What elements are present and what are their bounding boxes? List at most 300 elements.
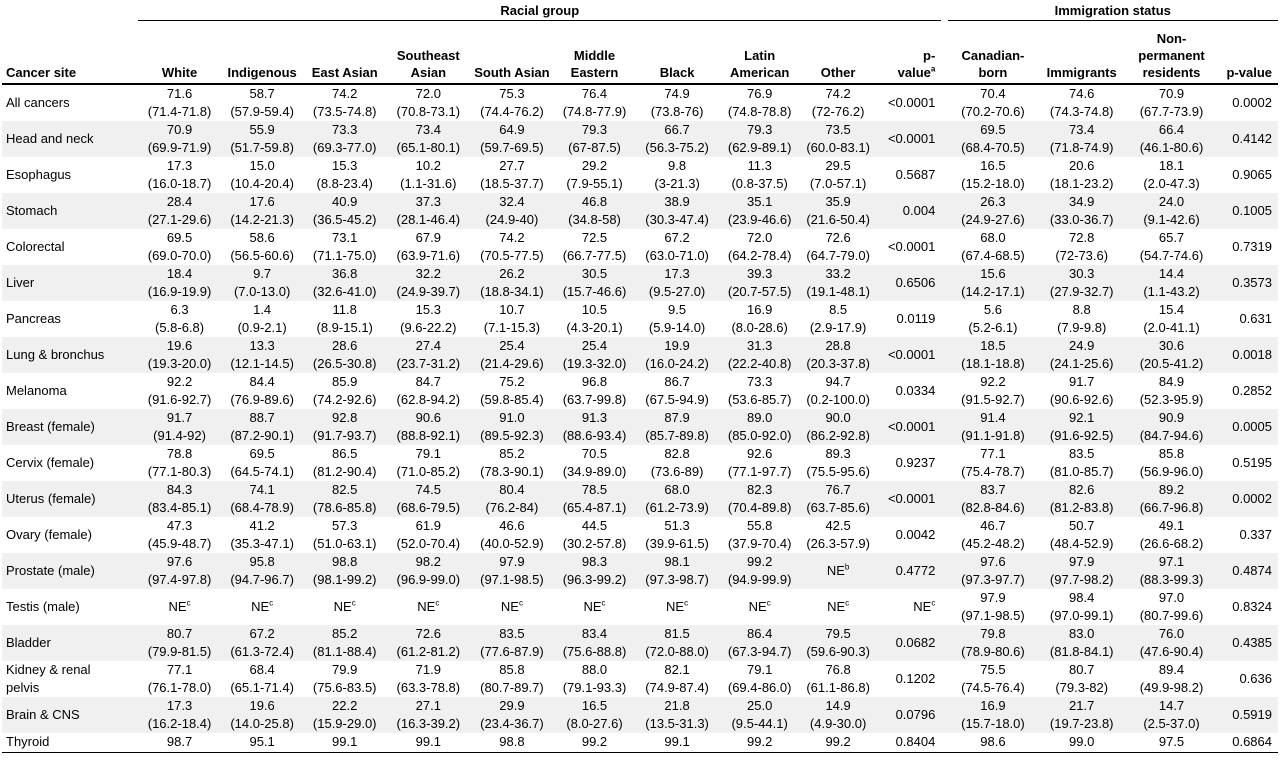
- immigrants-cell: 83.5 (81.0-85.7): [1049, 446, 1114, 479]
- middle-eastern-cell: 98.3 (96.3-99.2): [553, 553, 636, 589]
- east-asian-cell: 82.5 (78.6-85.8): [303, 481, 386, 517]
- latin-american-cell: 39.3 (20.7-57.5): [718, 265, 801, 301]
- table-row: [2, 409, 1278, 445]
- black-cell: 21.8 (13.5-31.3): [636, 697, 719, 733]
- east-asian-cell: 11.8 (8.9-15.1): [316, 302, 373, 335]
- other-cell: 79.5 (59.6-90.3): [801, 625, 875, 661]
- table-row: [2, 517, 1278, 553]
- other-cell: 72.6 (64.7-79.0): [806, 230, 870, 263]
- latin-american-cell: 55.8 (37.9-70.4): [727, 518, 792, 551]
- non-permanent-residents-cell: 84.9 (52.3-95.9): [1139, 374, 1204, 407]
- east-asian-cell: 74.2 (73.5-74.8): [312, 86, 377, 119]
- southeast-asian-cell: 37.3 (28.1-46.4): [386, 193, 471, 229]
- southeast-asian-cell: 74.5 (68.6-79.5): [386, 481, 471, 517]
- col-non-permanent-residents: Non- permanent residents: [1125, 21, 1218, 85]
- col-white: White: [138, 21, 221, 85]
- southeast-asian-cell: 10.2 (1.1-31.6): [400, 158, 457, 191]
- immigrants-cell: 72.8 (72-73.6): [1055, 230, 1109, 263]
- canadian-born-cell: 69.5 (68.4-70.5): [948, 121, 1039, 157]
- south-asian-cell: 27.7 (18.5-37.7): [480, 158, 544, 191]
- south-asian-cell: 85.8 (80.7-89.7): [480, 662, 544, 695]
- col-immigrants: Immigrants: [1038, 21, 1125, 85]
- canadian-born-cell: 5.6 (5.2-6.1): [968, 302, 1018, 335]
- p-value-immigration-cell: 0.9065: [1232, 167, 1272, 182]
- southeast-asian-cell: 27.1 (16.3-39.2): [386, 697, 471, 733]
- white-cell: 17.3 (16.0-18.7): [147, 158, 212, 191]
- col-canadian-born: Canadian- born: [948, 21, 1039, 85]
- p-value-racial-cell: <0.0001: [887, 239, 936, 254]
- canadian-born-cell: 16.9 (15.7-18.0): [948, 697, 1039, 733]
- latin-american-cell: $NE^c$: [748, 598, 771, 614]
- p-value-racial-cell: 0.4772: [875, 553, 941, 589]
- immigrants-cell: 30.3 (27.9-32.7): [1038, 265, 1125, 301]
- east-asian-cell: 92.8 (91.7-93.7): [303, 409, 386, 445]
- black-cell: 81.5 (72.0-88.0): [636, 625, 719, 661]
- immigrants-cell: 8.8 (7.9-9.8): [1057, 302, 1107, 335]
- latin-american-cell: 25.0 (9.5-44.1): [718, 697, 801, 733]
- immigrants-cell: 82.6 (81.2-83.8): [1038, 481, 1125, 517]
- col-east-asian: East Asian: [303, 21, 386, 85]
- non-permanent-residents-cell: 30.6 (20.5-41.2): [1125, 337, 1218, 373]
- cancer-site-cell: Ovary (female): [6, 527, 92, 542]
- white-cell: 92.2 (91.6-92.7): [147, 374, 212, 407]
- other-cell: 73.5 (60.0-83.1): [801, 121, 875, 157]
- latin-american-cell: 31.3 (22.2-40.8): [718, 337, 801, 373]
- p-value-racial-cell: 0.0796: [875, 697, 941, 733]
- other-cell: 35.9 (21.6-50.4): [801, 193, 875, 229]
- middle-eastern-cell: 16.5 (8.0-27.6): [553, 697, 636, 733]
- east-asian-cell: 79.9 (75.6-83.5): [312, 662, 377, 695]
- white-cell: 70.9 (69.9-71.9): [138, 121, 221, 157]
- white-cell: 18.4 (16.9-19.9): [138, 265, 221, 301]
- latin-american-cell: 76.9 (74.8-78.8): [727, 86, 792, 119]
- indigenous-cell: 55.9 (51.7-59.8): [221, 121, 304, 157]
- middle-eastern-cell: 91.3 (88.6-93.4): [553, 409, 636, 445]
- white-cell: 17.3 (16.2-18.4): [138, 697, 221, 733]
- table-row: [2, 553, 1278, 589]
- black-cell: 66.7 (56.3-75.2): [636, 121, 719, 157]
- non-permanent-residents-cell: 24.0 (9.1-42.6): [1125, 193, 1218, 229]
- p-value-racial-cell: 0.0682: [875, 625, 941, 661]
- cancer-site-cell: Kidney & renal pelvis: [6, 662, 91, 695]
- black-cell: 68.0 (61.2-73.9): [636, 481, 719, 517]
- non-permanent-residents-cell: 90.9 (84.7-94.6): [1125, 409, 1218, 445]
- canadian-born-cell: 68.0 (67.4-68.5): [961, 230, 1025, 263]
- non-permanent-residents-cell: 85.8 (56.9-96.0): [1139, 446, 1204, 479]
- table-body: [2, 84, 1278, 752]
- p-value-immigration-cell: 0.5195: [1232, 455, 1272, 470]
- white-cell: 77.1 (76.1-78.0): [147, 662, 212, 695]
- cancer-site-cell: All cancers: [6, 95, 70, 110]
- p-value-immigration-cell: 0.1005: [1218, 193, 1278, 229]
- column-header-row: [2, 21, 1278, 85]
- black-cell: 98.1 (97.3-98.7): [636, 553, 719, 589]
- white-cell: 47.3 (45.9-48.7): [147, 518, 212, 551]
- non-permanent-residents-cell: 89.4 (49.9-98.2): [1139, 662, 1204, 695]
- p-value-racial-cell: <0.0001: [875, 337, 941, 373]
- table-row: [2, 733, 1278, 752]
- p-value-racial-cell: 0.9237: [895, 455, 936, 470]
- col-middle-eastern: Middle Eastern: [553, 21, 636, 85]
- non-permanent-residents-cell: 76.0 (47.6-90.4): [1125, 625, 1218, 661]
- black-cell: $NE^c$: [666, 598, 689, 614]
- east-asian-cell: 36.8 (32.6-41.0): [303, 265, 386, 301]
- immigrants-cell: 34.9 (33.0-36.7): [1038, 193, 1125, 229]
- table-row: [2, 337, 1278, 373]
- indigenous-cell: 1.4 (0.9-2.1): [237, 302, 287, 335]
- cancer-site-cell: Cervix (female): [6, 455, 95, 470]
- indigenous-cell: 9.7 (7.0-13.0): [221, 265, 304, 301]
- col-southeast-asian: Southeast Asian: [386, 21, 471, 85]
- col-black: Black: [636, 21, 719, 85]
- p-value-racial-cell: <0.0001: [875, 481, 941, 517]
- other-cell: 29.5 (7.0-57.1): [809, 158, 867, 191]
- southeast-asian-cell: 90.6 (88.8-92.1): [386, 409, 471, 445]
- other-cell: 90.0 (86.2-92.8): [801, 409, 875, 445]
- south-asian-cell: 75.3 (74.4-76.2): [480, 86, 544, 119]
- south-asian-cell: 74.2 (70.5-77.5): [480, 230, 544, 263]
- indigenous-cell: 88.7 (87.2-90.1): [221, 409, 304, 445]
- cancer-site-cell: Prostate (male): [2, 553, 138, 589]
- indigenous-cell: 17.6 (14.2-21.3): [221, 193, 304, 229]
- latin-american-cell: 73.3 (53.6-85.7): [727, 374, 792, 407]
- other-cell: 28.8 (20.3-37.8): [801, 337, 875, 373]
- south-asian-cell: 29.9 (23.4-36.7): [471, 697, 554, 733]
- white-cell: 28.4 (27.1-29.6): [138, 193, 221, 229]
- table-row: [2, 265, 1278, 301]
- indigenous-cell: $NE^c$: [251, 598, 274, 614]
- indigenous-cell: 95.1: [221, 733, 304, 752]
- white-cell: 80.7 (79.9-81.5): [138, 625, 221, 661]
- middle-eastern-cell: 72.5 (66.7-77.5): [562, 230, 627, 263]
- east-asian-cell: 28.6 (26.5-30.8): [303, 337, 386, 373]
- latin-american-cell: 79.3 (62.9-89.1): [718, 121, 801, 157]
- cancer-site-cell: Liver: [2, 265, 138, 301]
- non-permanent-residents-cell: 18.1 (2.0-47.3): [1143, 158, 1200, 191]
- white-cell: 69.5 (69.0-70.0): [147, 230, 212, 263]
- black-cell: 9.5 (5.9-14.0): [648, 302, 706, 335]
- p-value-racial-cell: 0.0334: [895, 383, 936, 398]
- p-value-immigration-cell: 0.636: [1239, 671, 1272, 686]
- canadian-born-cell: 70.4 (70.2-70.6): [961, 86, 1025, 119]
- immigrants-cell: 50.7 (48.4-52.9): [1049, 518, 1114, 551]
- p-value-immigration-cell: 0.0002: [1218, 481, 1278, 517]
- white-cell: 78.8 (77.1-80.3): [147, 446, 212, 479]
- canadian-born-cell: 92.2 (91.5-92.7): [961, 374, 1025, 407]
- south-asian-cell: 32.4 (24.9-40): [471, 193, 554, 229]
- p-value-racial-cell: $NE^c$: [913, 598, 936, 614]
- non-permanent-residents-cell: 14.7 (2.5-37.0): [1125, 697, 1218, 733]
- immigrants-cell: 92.1 (91.6-92.5): [1038, 409, 1125, 445]
- middle-eastern-cell: 83.4 (75.6-88.8): [553, 625, 636, 661]
- col-p-value-racial: p- value$^a$: [875, 21, 941, 85]
- non-permanent-residents-cell: 97.5: [1125, 733, 1218, 752]
- p-value-immigration-cell: 0.0005: [1218, 409, 1278, 445]
- table-row: [2, 481, 1278, 517]
- east-asian-cell: 73.3 (69.3-77.0): [303, 121, 386, 157]
- south-asian-cell: $NE^c$: [500, 598, 523, 614]
- south-asian-cell: 64.9 (59.7-69.5): [471, 121, 554, 157]
- south-asian-cell: 80.4 (76.2-84): [471, 481, 554, 517]
- immigrants-cell: 97.9 (97.7-98.2): [1038, 553, 1125, 589]
- immigrants-cell: 98.4 (97.0-99.1): [1049, 590, 1114, 623]
- middle-eastern-cell: 88.0 (79.1-93.3): [562, 662, 627, 695]
- canadian-born-cell: 91.4 (91.1-91.8): [948, 409, 1039, 445]
- other-cell: 42.5 (26.3-57.9): [806, 518, 870, 551]
- black-cell: 17.3 (9.5-27.0): [636, 265, 719, 301]
- p-value-immigration-cell: 0.0002: [1232, 95, 1272, 110]
- p-value-racial-cell: 0.8404: [875, 733, 941, 752]
- immigrants-cell: 20.6 (18.1-23.2): [1049, 158, 1114, 191]
- indigenous-cell: 95.8 (94.7-96.7): [221, 553, 304, 589]
- middle-eastern-cell: 44.5 (30.2-57.8): [562, 518, 627, 551]
- p-value-immigration-cell: 0.3573: [1218, 265, 1278, 301]
- other-cell: 89.3 (75.5-95.6): [806, 446, 870, 479]
- middle-eastern-cell: 70.5 (34.9-89.0): [562, 446, 627, 479]
- black-cell: 82.1 (74.9-87.4): [645, 662, 709, 695]
- southeast-asian-cell: 32.2 (24.9-39.7): [386, 265, 471, 301]
- black-cell: 87.9 (85.7-89.8): [636, 409, 719, 445]
- immigrants-cell: 80.7 (79.3-82): [1055, 662, 1109, 695]
- col-cancer-site: Cancer site: [2, 21, 138, 85]
- survival-table: [2, 0, 1278, 753]
- table-row: [2, 661, 1278, 697]
- cancer-site-cell: Testis (male): [6, 599, 80, 614]
- middle-eastern-cell: 46.8 (34.8-58): [553, 193, 636, 229]
- p-value-racial-cell: 0.5687: [895, 167, 936, 182]
- white-cell: 6.3 (5.8-6.8): [154, 302, 205, 335]
- other-cell: $NE^c$: [827, 598, 850, 614]
- black-cell: 9.8 (3-21.3): [654, 158, 700, 191]
- middle-eastern-cell: 78.5 (65.4-87.1): [553, 481, 636, 517]
- non-permanent-residents-cell: 15.4 (2.0-41.1): [1143, 302, 1200, 335]
- latin-american-cell: 16.9 (8.0-28.6): [731, 302, 788, 335]
- immigrants-cell: 24.9 (24.1-25.6): [1038, 337, 1125, 373]
- cancer-site-cell: Esophagus: [6, 167, 72, 182]
- p-value-immigration-cell: 0.4385: [1218, 625, 1278, 661]
- south-asian-cell: 26.2 (18.8-34.1): [471, 265, 554, 301]
- middle-eastern-cell: $NE^c$: [583, 598, 606, 614]
- white-cell: 19.6 (19.3-20.0): [138, 337, 221, 373]
- latin-american-cell: 92.6 (77.1-97.7): [727, 446, 792, 479]
- east-asian-cell: 40.9 (36.5-45.2): [303, 193, 386, 229]
- other-cell: $NE^b$: [801, 553, 875, 589]
- table-row: [2, 301, 1278, 337]
- southeast-asian-cell: 73.4 (65.1-80.1): [386, 121, 471, 157]
- p-value-immigration-cell: 0.4142: [1218, 121, 1278, 157]
- southeast-asian-cell: 27.4 (23.7-31.2): [386, 337, 471, 373]
- other-cell: 94.7 (0.2-100.0): [806, 374, 870, 407]
- non-permanent-residents-cell: 97.0 (80.7-99.6): [1139, 590, 1204, 623]
- middle-eastern-cell: 10.5 (4.3-20.1): [566, 302, 623, 335]
- other-cell: 33.2 (19.1-48.1): [801, 265, 875, 301]
- other-cell: 8.5 (2.9-17.9): [809, 302, 867, 335]
- p-value-immigration-cell: 0.4874: [1218, 553, 1278, 589]
- table-row: [2, 157, 1278, 193]
- p-value-racial-cell: <0.0001: [875, 409, 941, 445]
- table-row: [2, 445, 1278, 481]
- white-cell: 71.6 (71.4-71.8): [147, 86, 212, 119]
- p-value-racial-cell: 0.004: [875, 193, 941, 229]
- south-asian-cell: 25.4 (21.4-29.6): [471, 337, 554, 373]
- white-cell: 98.7: [138, 733, 221, 752]
- middle-eastern-cell: 79.3 (67-87.5): [553, 121, 636, 157]
- col-south-asian: South Asian: [471, 21, 554, 85]
- middle-eastern-cell: 99.2: [553, 733, 636, 752]
- white-cell: 91.7 (91.4-92): [138, 409, 221, 445]
- indigenous-cell: 19.6 (14.0-25.8): [221, 697, 304, 733]
- indigenous-cell: 84.4 (76.9-89.6): [230, 374, 294, 407]
- non-permanent-residents-cell: 14.4 (1.1-43.2): [1125, 265, 1218, 301]
- southeast-asian-cell: 98.2 (96.9-99.0): [386, 553, 471, 589]
- immigrants-cell: 73.4 (71.8-74.9): [1038, 121, 1125, 157]
- east-asian-cell: 99.1: [303, 733, 386, 752]
- east-asian-cell: 57.3 (51.0-63.1): [312, 518, 377, 551]
- p-value-immigration-cell: 0.7319: [1232, 239, 1272, 254]
- southeast-asian-cell: 79.1 (71.0-85.2): [396, 446, 461, 479]
- east-asian-cell: 73.1 (71.1-75.0): [312, 230, 377, 263]
- canadian-born-cell: 77.1 (75.4-78.7): [961, 446, 1025, 479]
- indigenous-cell: 13.3 (12.1-14.5): [221, 337, 304, 373]
- southeast-asian-cell: 71.9 (63.3-78.8): [396, 662, 461, 695]
- p-value-immigration-cell: 0.8324: [1232, 599, 1272, 614]
- indigenous-cell: 15.0 (10.4-20.4): [230, 158, 294, 191]
- south-asian-cell: 91.0 (89.5-92.3): [471, 409, 554, 445]
- non-permanent-residents-cell: 70.9 (67.7-73.9): [1139, 86, 1204, 119]
- black-cell: 74.9 (73.8-76): [650, 86, 704, 119]
- table-row: [2, 373, 1278, 409]
- p-value-racial-cell: <0.0001: [887, 95, 936, 110]
- cancer-site-cell: Head and neck: [2, 121, 138, 157]
- latin-american-cell: 99.2 (94.9-99.9): [718, 553, 801, 589]
- cancer-site-cell: Melanoma: [6, 383, 67, 398]
- black-cell: 99.1: [636, 733, 719, 752]
- table-row: [2, 229, 1278, 265]
- middle-eastern-cell: 30.5 (15.7-46.6): [553, 265, 636, 301]
- southeast-asian-cell: 61.9 (52.0-70.4): [396, 518, 461, 551]
- cancer-site-cell: Stomach: [2, 193, 138, 229]
- col-p-value-immigration: p-value: [1218, 21, 1278, 85]
- group-header-row: [2, 0, 1278, 21]
- immigrants-cell: 99.0: [1038, 733, 1125, 752]
- immigrants-cell: 91.7 (90.6-92.6): [1049, 374, 1114, 407]
- racial-group-header: Racial group: [138, 0, 941, 21]
- immigrants-cell: 83.0 (81.8-84.1): [1038, 625, 1125, 661]
- middle-eastern-cell: 29.2 (7.9-55.1): [566, 158, 623, 191]
- cancer-site-cell: Lung & bronchus: [2, 337, 138, 373]
- latin-american-cell: 86.4 (67.3-94.7): [718, 625, 801, 661]
- black-cell: 86.7 (67.5-94.9): [645, 374, 709, 407]
- latin-american-cell: 72.0 (64.2-78.4): [727, 230, 792, 263]
- table-row: [2, 121, 1278, 157]
- latin-american-cell: 99.2: [718, 733, 801, 752]
- south-asian-cell: 83.5 (77.6-87.9): [471, 625, 554, 661]
- p-value-immigration-cell: 0.2852: [1232, 383, 1272, 398]
- southeast-asian-cell: 72.0 (70.8-73.1): [396, 86, 461, 119]
- non-permanent-residents-cell: 49.1 (26.6-68.2): [1139, 518, 1204, 551]
- canadian-born-cell: 79.8 (78.9-80.6): [948, 625, 1039, 661]
- col-latin-american: Latin American: [718, 21, 801, 85]
- south-asian-cell: 85.2 (78.3-90.1): [480, 446, 544, 479]
- south-asian-cell: 10.7 (7.1-15.3): [483, 302, 541, 335]
- cancer-site-cell: Brain & CNS: [2, 697, 138, 733]
- east-asian-cell: 85.2 (81.1-88.4): [303, 625, 386, 661]
- indigenous-cell: 68.4 (65.1-71.4): [230, 662, 294, 695]
- black-cell: 51.3 (39.9-61.5): [645, 518, 709, 551]
- non-permanent-residents-cell: 97.1 (88.3-99.3): [1125, 553, 1218, 589]
- col-indigenous: Indigenous: [221, 21, 304, 85]
- indigenous-cell: 67.2 (61.3-72.4): [221, 625, 304, 661]
- p-value-immigration-cell: 0.6864: [1218, 733, 1278, 752]
- canadian-born-cell: 15.6 (14.2-17.1): [948, 265, 1039, 301]
- black-cell: 19.9 (16.0-24.2): [636, 337, 719, 373]
- southeast-asian-cell: 15.3 (9.6-22.2): [400, 302, 457, 335]
- southeast-asian-cell: 84.7 (62.8-94.2): [396, 374, 461, 407]
- table-row: [2, 193, 1278, 229]
- immigration-status-header: Immigration status: [948, 0, 1278, 21]
- non-permanent-residents-cell: 66.4 (46.1-80.6): [1125, 121, 1218, 157]
- canadian-born-cell: 83.7 (82.8-84.6): [948, 481, 1039, 517]
- canadian-born-cell: 98.6: [948, 733, 1039, 752]
- latin-american-cell: 11.3 (0.8-37.5): [731, 158, 788, 191]
- indigenous-cell: 41.2 (35.3-47.1): [230, 518, 294, 551]
- white-cell: 97.6 (97.4-97.8): [138, 553, 221, 589]
- non-permanent-residents-cell: 89.2 (66.7-96.8): [1125, 481, 1218, 517]
- middle-eastern-cell: 76.4 (74.8-77.9): [562, 86, 627, 119]
- p-value-racial-cell: 0.0042: [895, 527, 936, 542]
- p-value-immigration-cell: 0.5919: [1218, 697, 1278, 733]
- other-cell: 76.7 (63.7-85.6): [801, 481, 875, 517]
- cancer-site-cell: Colorectal: [6, 239, 65, 254]
- other-cell: 76.8 (61.1-86.8): [806, 662, 870, 695]
- table-row: [2, 84, 1278, 121]
- latin-american-cell: 35.1 (23.9-46.6): [718, 193, 801, 229]
- immigrants-cell: 21.7 (19.7-23.8): [1038, 697, 1125, 733]
- southeast-asian-cell: 99.1: [386, 733, 471, 752]
- p-value-immigration-cell: 0.631: [1239, 311, 1272, 326]
- east-asian-cell: 86.5 (81.2-90.4): [312, 446, 377, 479]
- table-row: [2, 697, 1278, 733]
- middle-eastern-cell: 25.4 (19.3-32.0): [553, 337, 636, 373]
- black-cell: 38.9 (30.3-47.4): [636, 193, 719, 229]
- cancer-site-cell: Bladder: [2, 625, 138, 661]
- other-cell: 74.2 (72-76.2): [811, 86, 865, 119]
- canadian-born-cell: 46.7 (45.2-48.2): [961, 518, 1025, 551]
- cancer-site-cell: Thyroid: [2, 733, 138, 752]
- indigenous-cell: 58.6 (56.5-60.6): [230, 230, 294, 263]
- col-other: Other: [801, 21, 875, 85]
- cancer-site-cell: Pancreas: [6, 311, 61, 326]
- p-value-immigration-cell: 0.0018: [1218, 337, 1278, 373]
- south-asian-cell: 75.2 (59.8-85.4): [480, 374, 544, 407]
- latin-american-cell: 82.3 (70.4-89.8): [718, 481, 801, 517]
- canadian-born-cell: 75.5 (74.5-76.4): [961, 662, 1025, 695]
- south-asian-cell: 97.9 (97.1-98.5): [471, 553, 554, 589]
- white-cell: 84.3 (83.4-85.1): [138, 481, 221, 517]
- east-asian-cell: 15.3 (8.8-23.4): [316, 158, 373, 191]
- white-cell: $NE^c$: [168, 598, 191, 614]
- latin-american-cell: 89.0 (85.0-92.0): [718, 409, 801, 445]
- p-value-racial-cell: <0.0001: [875, 121, 941, 157]
- indigenous-cell: 69.5 (64.5-74.1): [230, 446, 294, 479]
- black-cell: 67.2 (63.0-71.0): [645, 230, 709, 263]
- canadian-born-cell: 26.3 (24.9-27.6): [948, 193, 1039, 229]
- east-asian-cell: 22.2 (15.9-29.0): [303, 697, 386, 733]
- p-value-racial-cell: 0.0119: [896, 311, 936, 326]
- indigenous-cell: 58.7 (57.9-59.4): [230, 86, 294, 119]
- immigrants-cell: 74.6 (74.3-74.8): [1049, 86, 1114, 119]
- southeast-asian-cell: 67.9 (63.9-71.6): [396, 230, 461, 263]
